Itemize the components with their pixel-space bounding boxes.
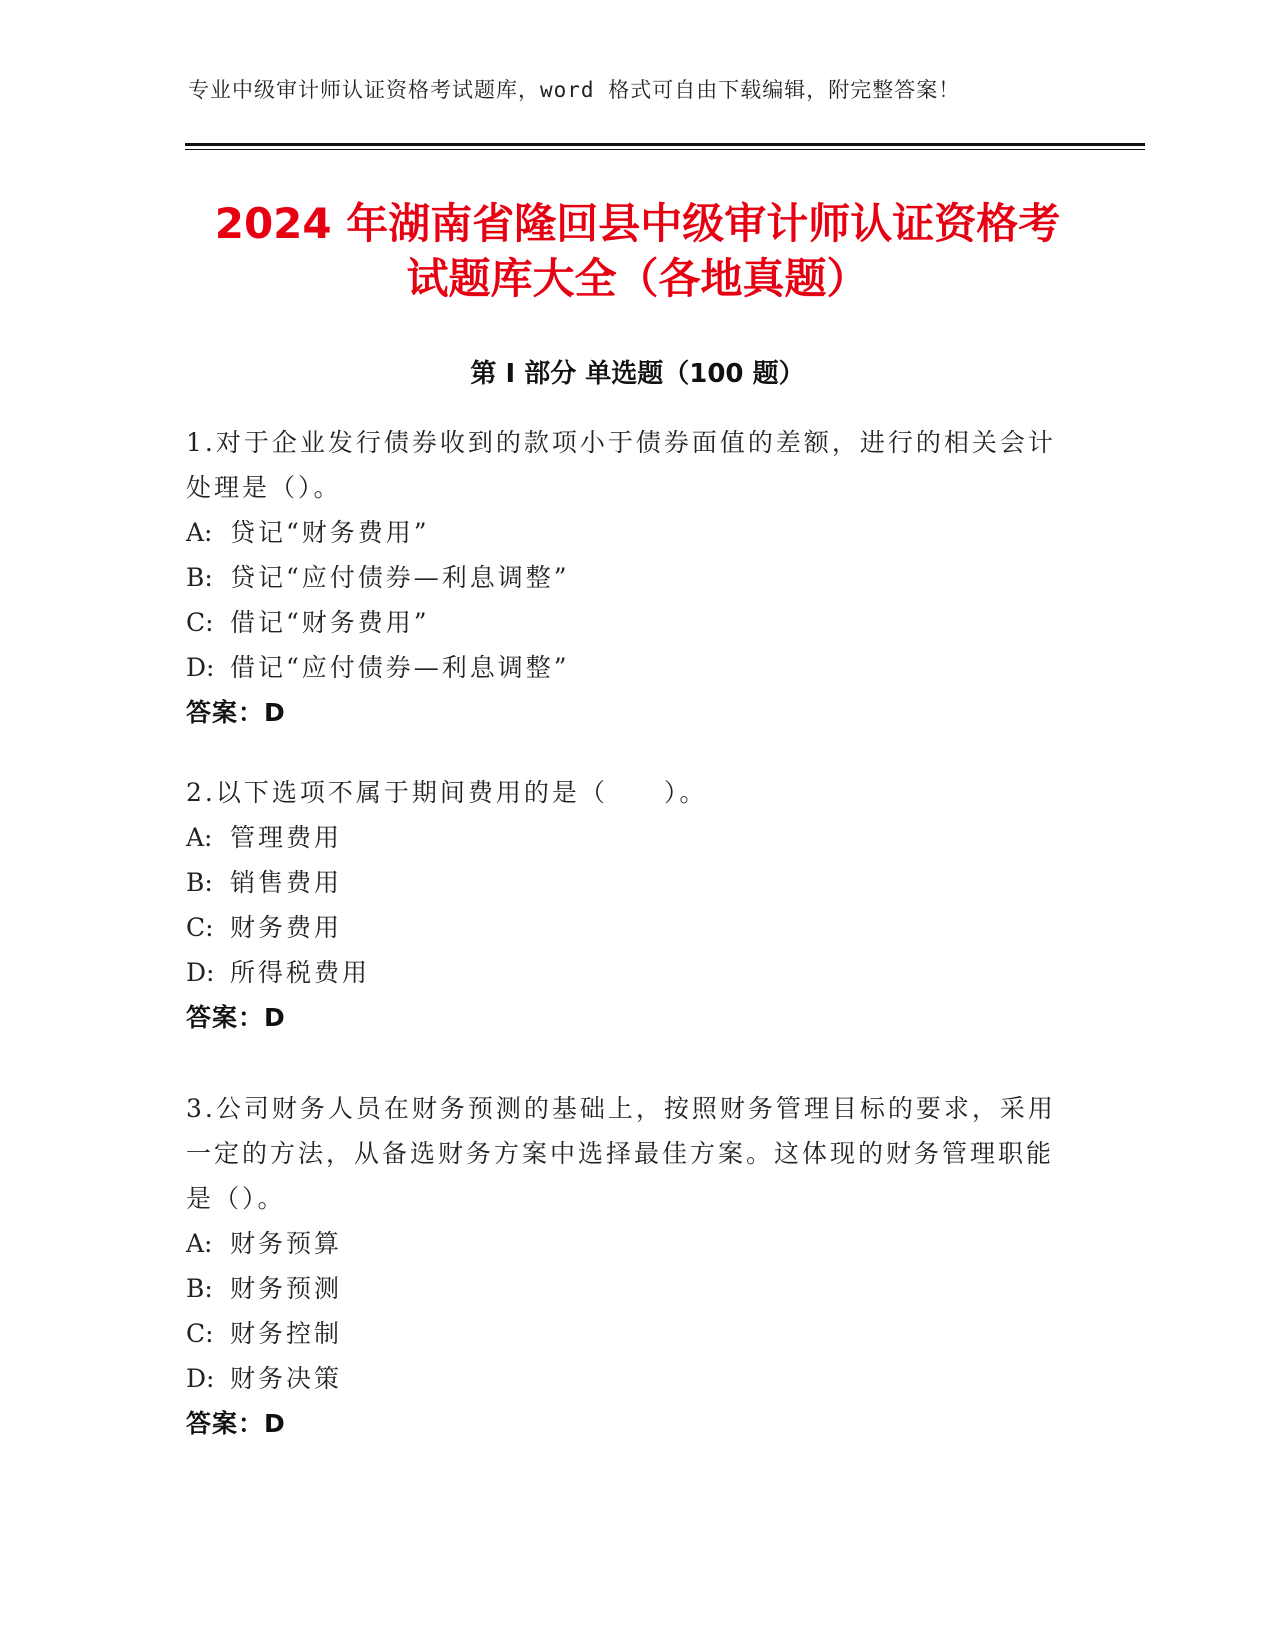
option-text: 财务费用 <box>230 913 343 942</box>
option-key: C: <box>186 1319 214 1348</box>
option-text: 财务预测 <box>230 1274 343 1303</box>
option-c <box>186 905 1066 950</box>
document-title-line-2: 试题库大全（各地真题） <box>406 254 869 303</box>
option-key: B: <box>186 868 213 897</box>
question-3 <box>186 1086 1066 1446</box>
option-key: D: <box>186 1364 215 1393</box>
option-key: D: <box>186 653 215 682</box>
section-title: 第 I 部分 单选题（100 题） <box>470 359 805 389</box>
option-key: C: <box>186 913 214 942</box>
option-key: C: <box>186 608 214 637</box>
header-rule-thin <box>185 149 1145 150</box>
option-b <box>186 1266 1066 1311</box>
option-text: 销售费用 <box>230 868 343 897</box>
document-title <box>150 196 1125 306</box>
answer: 答案：D <box>186 698 286 727</box>
option-key: A: <box>186 1229 213 1258</box>
option-b <box>186 860 1066 905</box>
option-c <box>186 1311 1066 1356</box>
question-stem: 2.以下选项不属于期间费用的是（ ）。 <box>186 778 708 807</box>
question-stem: 3.公司财务人员在财务预测的基础上，按照财务管理目标的要求，采用一定的方法，从备选财务方案中选择最佳方案。这体现的财务管理职能是（）。 <box>186 1094 1056 1213</box>
option-a <box>186 815 1066 860</box>
option-text: 管理费用 <box>230 823 343 852</box>
option-key: B: <box>186 563 213 592</box>
option-text: 贷记“财务费用” <box>230 518 430 547</box>
option-text: 财务预算 <box>230 1229 343 1258</box>
document-title-line-1: 2024 年湖南省隆回县中级审计师认证资格考 <box>214 199 1061 248</box>
option-text: 贷记“应付债券—利息调整” <box>230 563 570 592</box>
option-text: 所得税费用 <box>230 958 371 987</box>
option-key: A: <box>186 823 213 852</box>
question-stem: 1.对于企业发行债券收到的款项小于债券面值的差额，进行的相关会计处理是（）。 <box>186 428 1056 502</box>
answer: 答案：D <box>186 1409 286 1438</box>
option-d <box>186 950 1066 995</box>
option-key: A: <box>186 518 213 547</box>
option-d <box>186 645 1066 690</box>
header-rule-thick <box>185 143 1145 146</box>
question-2 <box>186 770 1066 1040</box>
option-a <box>186 1221 1066 1266</box>
option-d <box>186 1356 1066 1401</box>
option-text: 借记“财务费用” <box>230 608 430 637</box>
option-c <box>186 600 1066 645</box>
header-note: 专业中级审计师认证资格考试题库，word 格式可自由下载编辑，附完整答案！ <box>188 78 961 102</box>
option-key: D: <box>186 958 215 987</box>
answer: 答案：D <box>186 1003 286 1032</box>
option-text: 财务决策 <box>230 1364 343 1393</box>
question-1 <box>186 420 1066 735</box>
option-b <box>186 555 1066 600</box>
option-text: 借记“应付债券—利息调整” <box>230 653 570 682</box>
option-text: 财务控制 <box>230 1319 343 1348</box>
option-key: B: <box>186 1274 213 1303</box>
option-a <box>186 510 1066 555</box>
